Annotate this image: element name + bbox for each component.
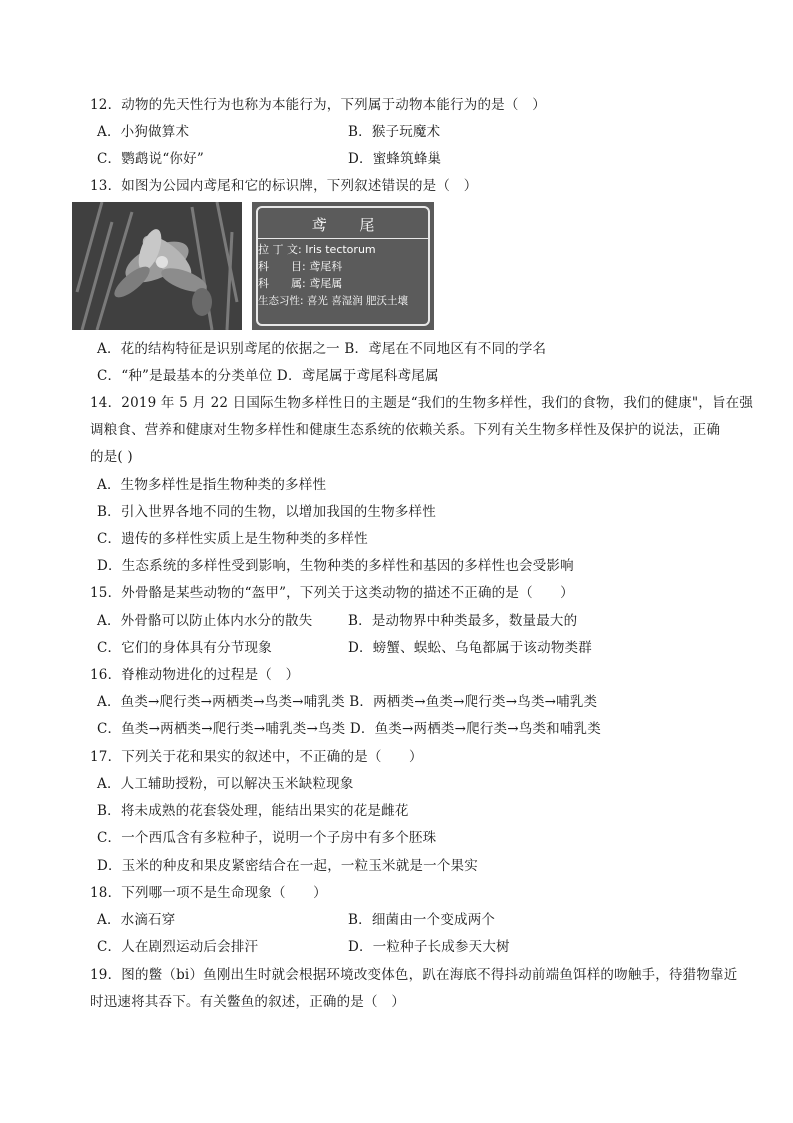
iris-photo [72, 202, 242, 330]
q18-option-a: A．水滴石穿 [97, 912, 176, 928]
q19-stem-line1: 19．图的鳖（bi）鱼刚出生时就会根据环境改变体色，趴在海底不得抖动前端鱼饵样的吻触手，待猎物靠近 [90, 967, 738, 983]
iris-sign [252, 202, 434, 330]
q18-option-b: B．细菌由一个变成两个 [348, 912, 496, 928]
q16-options-ab: A．鱼类→爬行类→两栖类→鸟类→哺乳类 B．两栖类→鱼类→爬行类→鸟类→哺乳类 [97, 694, 598, 710]
q14-option-a: A．生物多样性是指生物种类的多样性 [97, 477, 327, 493]
q14-stem-line1: 14．2019 年 5 月 22 日国际生物多样性日的主题是“我们的生物多样性，我们的食物，我们的健康"，旨在强 [90, 395, 754, 411]
q17-stem: 17．下列关于花和果实的叙述中，不正确的是（ ） [90, 749, 423, 765]
q12-option-a: A．小狗做算术 [97, 124, 190, 140]
sign-title: 鸢 尾 [311, 216, 389, 234]
q15-option-b: B．是动物界中种类最多，数量最大的 [348, 613, 578, 629]
q18-option-d: D．一粒种子长成参天大树 [348, 939, 510, 955]
q12-option-b: B．猴子玩魔术 [348, 124, 441, 140]
q12-stem: 12．动物的先天性行为也称为本能行为，下列属于动物本能行为的是（ ） [90, 97, 546, 113]
q14-option-d: D．生态系统的多样性受到影响，生物种类的多样性和基因的多样性也会受影响 [97, 558, 574, 574]
q15-option-a: A．外骨骼可以防止体内水分的散失 [97, 613, 313, 629]
q13-options-ab: A．花的结构特征是识别鸢尾的依据之一 B．鸢尾在不同地区有不同的学名 [97, 341, 547, 357]
q15-option-d: D．螃蟹、蜈蚣、乌龟都属于该动物类群 [348, 640, 592, 656]
q14-option-c: C．遗传的多样性实质上是生物种类的多样性 [97, 531, 368, 547]
sign-latin-name: 拉 丁 文: Iris tectorum [258, 243, 376, 256]
q17-option-c: C．一个西瓜含有多粒种子，说明一个子房中有多个胚珠 [97, 830, 437, 846]
q13-stem: 13．如图为公园内鸢尾和它的标识牌，下列叙述错误的是（ ） [90, 178, 478, 194]
sign-genus: 科 属: 鸢尾属 [258, 277, 343, 290]
q17-option-b: B．将未成熟的花套袋处理，能结出果实的花是雌花 [97, 803, 409, 819]
sign-family: 科 目: 鸢尾科 [258, 260, 343, 273]
q15-stem: 15．外骨骼是某些动物的“盔甲”，下列关于这类动物的描述不正确的是（ ） [90, 585, 574, 601]
q17-option-d: D．玉米的种皮和果皮紧密结合在一起，一粒玉米就是一个果实 [97, 858, 478, 874]
q13-options-cd: C．“种”是最基本的分类单位 D．鸢尾属于鸢尾科鸢尾属 [97, 368, 439, 384]
sign-habit: 生态习性: 喜光 喜湿润 肥沃土壤 [258, 295, 409, 307]
q12-option-d: D．蜜蜂筑蜂巢 [348, 151, 442, 167]
sign-divider [258, 238, 428, 239]
q19-stem-line2: 时迅速将其吞下。有关鳖鱼的叙述，正确的是（ ） [90, 994, 406, 1010]
q13-figure [72, 202, 434, 330]
q14-option-b: B．引入世界各地不同的生物，以增加我国的生物多样性 [97, 504, 436, 520]
iris-flower-image [72, 202, 242, 330]
q16-stem: 16．脊椎动物进化的过程是（ ） [90, 667, 300, 683]
q14-stem-line2: 调粮食、营养和健康对生物多样性和健康生态系统的依赖关系。下列有关生物多样性及保护的说法，正确 [90, 422, 721, 438]
q18-stem: 18．下列哪一项不是生命现象（ ） [90, 885, 327, 901]
q12-option-c: C．鹦鹉说“你好” [97, 151, 204, 167]
q14-stem-line3: 的是( ) [90, 449, 133, 465]
q18-option-c: C．人在剧烈运动后会排汗 [97, 939, 259, 955]
q16-options-cd: C．鱼类→两栖类→爬行类→哺乳类→鸟类 D．鱼类→两栖类→爬行类→鸟类和哺乳类 [97, 721, 601, 737]
q17-option-a: A．人工辅助授粉，可以解决玉米缺粒现象 [97, 776, 354, 792]
q15-option-c: C．它们的身体具有分节现象 [97, 640, 272, 656]
